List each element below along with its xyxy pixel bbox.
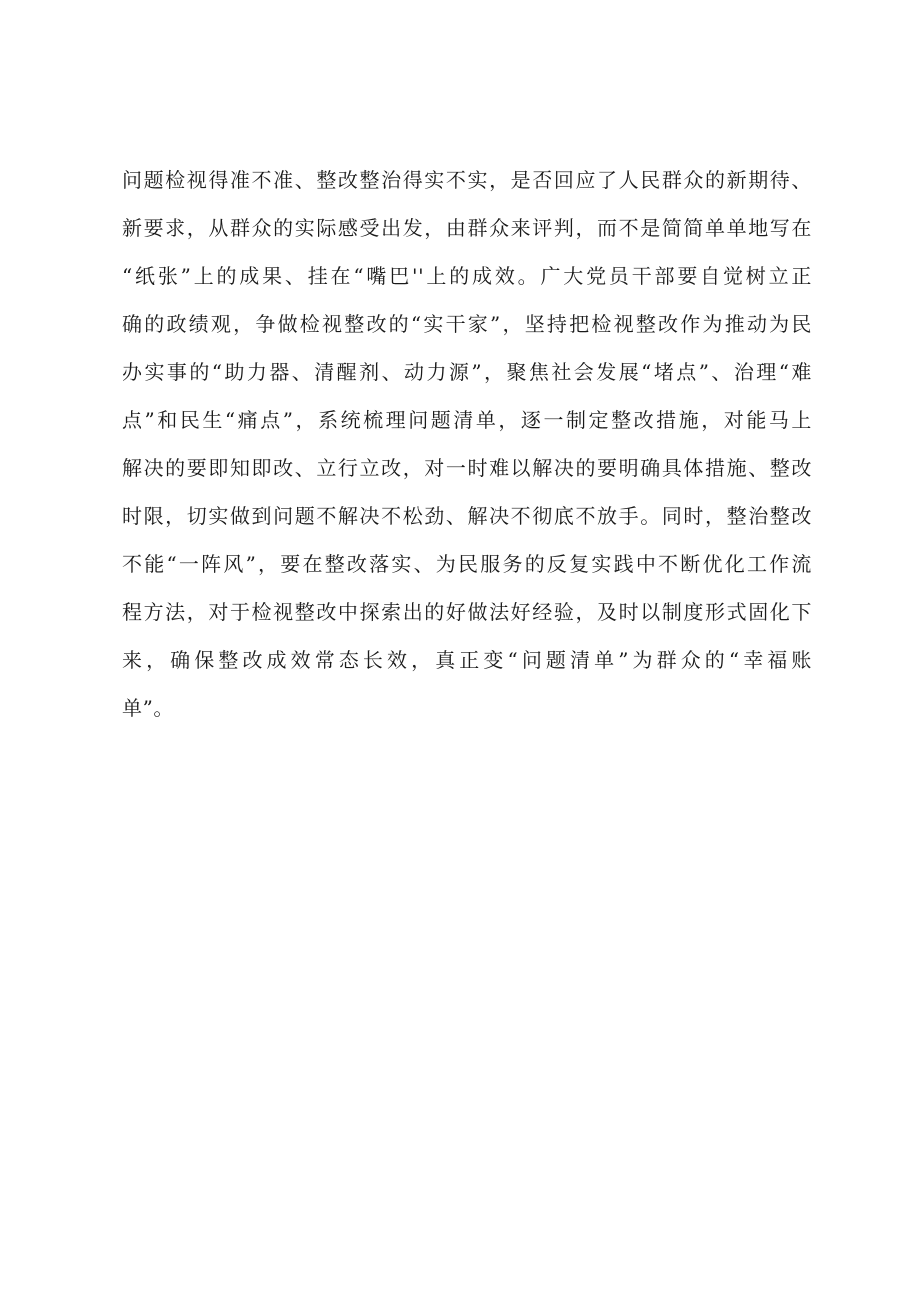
paragraph-line: 办实事的“助力器、清醒剂、动力源”，聚焦社会发展“堵点”、治理“难 <box>122 360 812 384</box>
paragraph-line: 点”和民生“痛点”，系统梳理问题清单，逐一制定整改措施，对能马上 <box>122 408 812 432</box>
paragraph-line: “纸张”上的成果、挂在“嘴巴''上的成效。广大党员干部要自觉树立正 <box>122 264 812 288</box>
paragraph-line: 程方法，对于检视整改中探索出的好做法好经验，及时以制度形式固化下 <box>122 600 812 624</box>
body-paragraph <box>122 156 812 732</box>
paragraph-line: 问题检视得准不准、整改整治得实不实，是否回应了人民群众的新期待、 <box>122 168 812 192</box>
paragraph-line: 时限，切实做到问题不解决不松劲、解决不彻底不放手。同时，整治整改 <box>122 504 812 528</box>
paragraph-line: 解决的要即知即改、立行立改，对一时难以解决的要明确具体措施、整改 <box>122 456 812 480</box>
paragraph-line: 不能“一阵风”，要在整改落实、为民服务的反复实践中不断优化工作流 <box>122 552 812 576</box>
paragraph-line: 单”。 <box>122 696 175 720</box>
paragraph-line: 来，确保整改成效常态长效，真正变“问题清单”为群众的“幸福账 <box>122 648 812 672</box>
paragraph-line: 新要求，从群众的实际感受出发，由群众来评判，而不是简简单单地写在 <box>122 216 812 240</box>
paragraph-line: 确的政绩观，争做检视整改的“实干家”，坚持把检视整改作为推动为民 <box>122 312 812 336</box>
